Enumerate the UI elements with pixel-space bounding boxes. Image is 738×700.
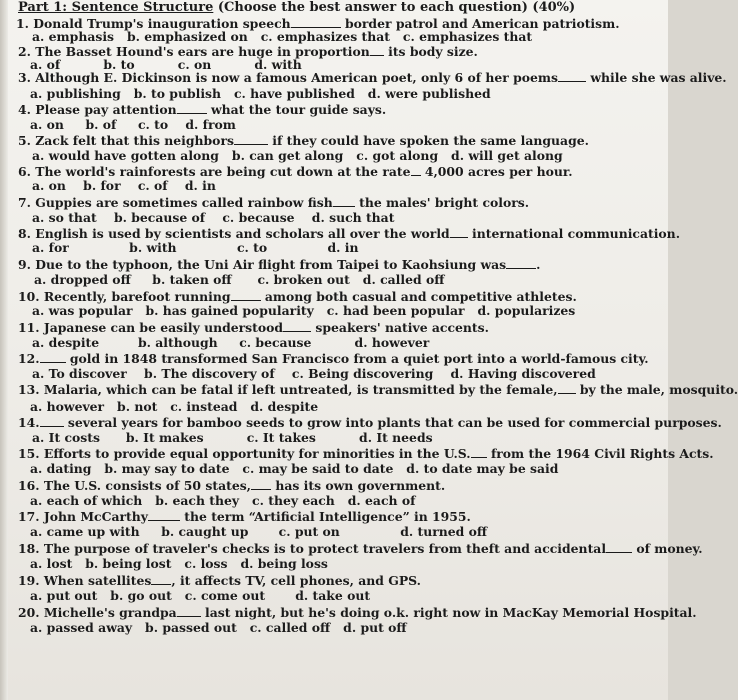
answer-blank (151, 574, 171, 585)
part-title (18, 1, 575, 14)
question-text: 4. Please pay attention (18, 102, 177, 117)
question-text-rest: several years for bamboo seeds to grow into plants that can be used for commercial purposes. (63, 415, 722, 430)
options-13: a. however b. not c. instead d. despite (30, 399, 319, 414)
question-text-rest: last night, but he's doing o.k. right now in MacKay Memorial Hospital. (200, 605, 697, 620)
answer-blank (231, 290, 261, 301)
options-2: a. of b. to c. on d. with (30, 57, 302, 72)
question-text: 10. Recently, barefoot running (18, 289, 231, 304)
question-text: 2. The Basset Hound's ears are huge in proportion (18, 44, 370, 59)
question-text: 5. Zack felt that this neighbors (18, 133, 234, 148)
question-13 (18, 383, 738, 396)
question-text: 8. English is used by scientists and scholars all over the world (18, 226, 450, 241)
question-text: 6. The world's rainforests are being cut down at the rate (18, 164, 411, 179)
question-text: 15. Efforts to provide equal opportunity for minorities in the U.S. (18, 446, 471, 461)
question-9 (18, 258, 540, 271)
options-6: a. on b. for c. of d. in (32, 178, 216, 193)
question-text-rest: gold in 1848 transformed San Francisco from a quiet port into a world-famous city. (65, 351, 649, 366)
answer-blank (558, 71, 586, 82)
question-text-rest: international communication. (467, 226, 681, 241)
question-text-rest: what the tour guide says. (206, 102, 387, 117)
question-text-rest: if they could have spoken the same language. (267, 133, 589, 148)
answer-blank (606, 542, 632, 553)
answer-blank (333, 196, 355, 207)
options-7: a. so that b. because of c. because d. such that (32, 210, 395, 225)
question-16 (18, 479, 445, 492)
answer-blank (177, 606, 201, 617)
question-text-rest: among both casual and competitive athletes. (260, 289, 577, 304)
question-text-rest: while she was alive. (586, 70, 727, 85)
answer-blank (370, 45, 384, 56)
question-11 (18, 321, 489, 334)
question-18 (18, 542, 703, 555)
question-text: 1. Donald Trump's inauguration speech (16, 16, 291, 31)
question-20 (18, 606, 697, 619)
question-text-rest: its body size. (383, 44, 478, 59)
answer-blank (40, 352, 66, 363)
answer-blank (251, 479, 271, 490)
answer-blank (506, 258, 536, 269)
options-19: a. put out b. go out c. come out d. take out (30, 588, 371, 603)
answer-blank (283, 321, 311, 332)
question-text: 18. The purpose of traveler's checks is to protect travelers from theft and accidental (18, 541, 607, 556)
options-15: a. dating b. may say to date c. may be said to date d. to date may be said (30, 461, 559, 476)
options-12: a. To discover b. The discovery of c. Being discovering d. Having discovered (32, 366, 596, 381)
question-12 (18, 352, 649, 365)
options-18: a. lost b. being lost c. loss d. being loss (30, 556, 328, 571)
question-text-rest: speakers' native accents. (311, 320, 489, 335)
question-6 (18, 165, 573, 178)
options-17: a. came up with b. caught up c. put on d. turned off (30, 524, 488, 539)
page-edge-shadow (0, 0, 8, 700)
question-text: 19. When satellites (18, 573, 152, 588)
options-20: a. passed away b. passed out c. called off d. put off (30, 620, 407, 635)
question-3 (18, 71, 727, 84)
question-text-rest: border patrol and American patriotism. (340, 16, 620, 31)
options-8: a. for b. with c. to d. in (32, 240, 359, 255)
question-text: 14. (18, 415, 40, 430)
question-8 (18, 227, 680, 240)
answer-blank (411, 165, 421, 176)
answer-blank (40, 416, 64, 427)
question-text: 17. John McCarthy (18, 509, 148, 524)
question-7 (18, 196, 529, 209)
answer-blank (450, 227, 468, 238)
question-text: 3. Although E. Dickinson is now a famous American poet, only 6 of her poems (18, 70, 558, 85)
question-text: 9. Due to the typhoon, the Uni Air flight from Taipei to Kaohsiung was (18, 257, 507, 272)
question-10 (18, 290, 577, 303)
options-1: a. emphasis b. emphasized on c. emphasizes that c. emphasizes that (32, 29, 533, 44)
question-15 (18, 447, 714, 460)
question-text: 16. The U.S. consists of 50 states, (18, 478, 251, 493)
answer-blank (177, 103, 207, 114)
options-4: a. on b. of c. to d. from (30, 117, 236, 132)
question-text-rest: the term “Artificial Intelligence” in 1955. (179, 509, 471, 524)
answer-blank (471, 447, 487, 458)
question-text: 20. Michelle's grandpa (18, 605, 177, 620)
options-3: a. publishing b. to publish c. have published d. were published (30, 86, 491, 101)
question-text-rest: of money. (632, 541, 703, 556)
question-4 (18, 103, 386, 116)
options-9: a. dropped off b. taken off c. broken out d. called off (34, 272, 445, 287)
question-text-rest: , it affects TV, cell phones, and GPS. (171, 573, 421, 588)
answer-blank (558, 383, 576, 394)
part-title-instructions: (Choose the best answer to each question) (40%) (213, 0, 576, 15)
options-14: a. It costs b. It makes c. It takes d. It needs (32, 430, 433, 445)
question-text-rest: from the 1964 Civil Rights Acts. (486, 446, 714, 461)
answer-blank (234, 134, 268, 145)
question-text-rest: . (536, 257, 541, 272)
question-text: 12. (18, 351, 40, 366)
options-5: a. would have gotten along b. can get along c. got along d. will get along (32, 148, 563, 163)
question-text-rest: by the male, mosquito. (575, 382, 738, 397)
question-14 (18, 416, 722, 429)
question-5 (18, 134, 589, 147)
part-title-heading: Part 1: Sentence Structure (18, 0, 214, 15)
question-text-rest: 4,000 acres per hour. (420, 164, 573, 179)
question-text: 11. Japanese can be easily understood (18, 320, 284, 335)
question-text: 13. Malaria, which can be fatal if left untreated, is transmitted by the female, (18, 382, 558, 397)
question-19 (18, 574, 421, 587)
options-16: a. each of which b. each they c. they each d. each of (30, 493, 416, 508)
options-11: a. despite b. although c. because d. however (32, 335, 430, 350)
options-10: a. was popular b. has gained popularity c. had been popular d. popularizes (32, 303, 576, 318)
question-text-rest: has its own government. (271, 478, 446, 493)
question-text-rest: the males' bright colors. (354, 195, 530, 210)
answer-blank (148, 510, 180, 521)
question-17 (18, 510, 471, 523)
answer-blank (291, 17, 341, 28)
question-text: 7. Guppies are sometimes called rainbow fish (18, 195, 333, 210)
